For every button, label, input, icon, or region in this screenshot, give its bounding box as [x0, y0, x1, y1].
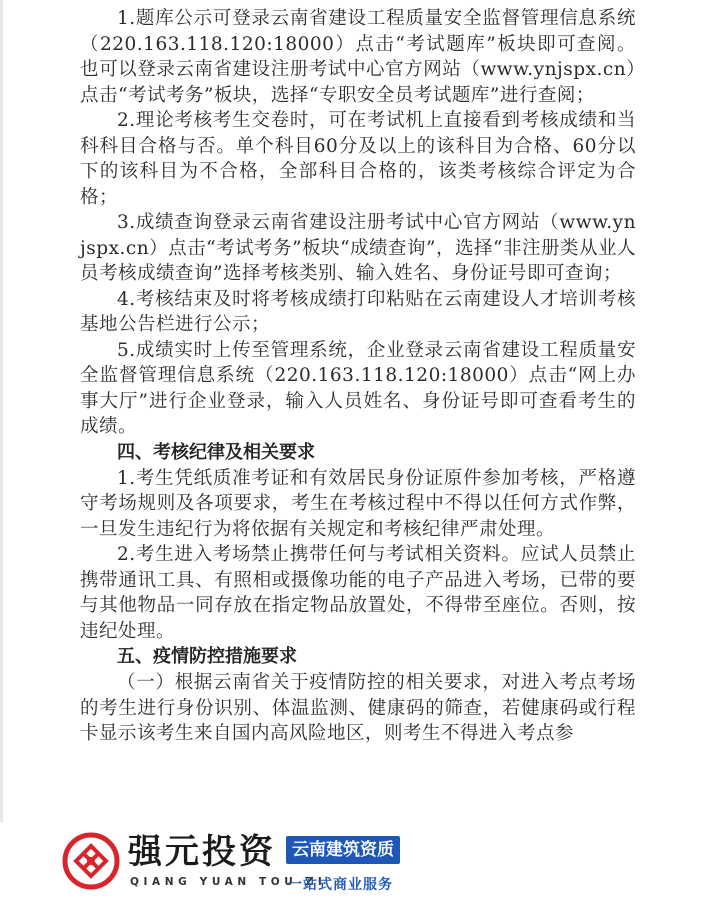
- brand-name: 强元投资: [128, 832, 276, 872]
- document-body: [80, 6, 636, 747]
- service-subtitle: 一站式商业服务: [288, 877, 393, 893]
- qiangyuan-logo-icon: [62, 832, 120, 890]
- service-tag: 云南建筑资质: [286, 836, 400, 864]
- paragraph: 5.成绩实时上传至管理系统，企业登录云南省建设工程质量安全监督管理信息系统（220.163.118.120:18000）点击“网上办事大厅”进行企业登录，输入人员姓名、身份证号即可查看考生的成绩。: [80, 339, 636, 437]
- paragraph: 4.考核结束及时将考核成绩打印粘贴在云南建设人才培训考核基地公告栏进行公示；: [80, 288, 636, 335]
- brand-pinyin: QIANG YUAN TOU ZI: [130, 876, 327, 888]
- section-heading: 四、考核纪律及相关要求: [117, 441, 315, 463]
- paragraph: 1.题库公示可登录云南省建设工程质量安全监督管理信息系统（220.163.118.120:18000）点击“考试题库”板块即可查阅。也可以登录云南省建设注册考试中心官方网站（www.ynjspx.cn）点击“考试考务”板块，选择“专职安全员考试题库”进行查阅；: [80, 8, 636, 106]
- footer-banner: [0, 822, 714, 910]
- paragraph: 2.考生进入考场禁止携带任何与考试相关资料。应试人员禁止携带通讯工具、有照相或摄像功能的电子产品进入考场，已带的要与其他物品一同存放在指定物品放置处，不得带至座位。否则，按违纪处理。: [80, 544, 636, 642]
- paragraph: 3.成绩查询登录云南省建设注册考试中心官方网站（www.ynjspx.cn）点击“考试考务”板块“成绩查询”，选择“非注册类从业人员考核成绩查询”选择考核类别、输入姓名、身份证号即可查询；: [80, 212, 636, 284]
- paragraph: （一）根据云南省关于疫情防控的相关要求，对进入考点考场的考生进行身份识别、体温监测、健康码的筛查，若健康码或行程卡显示该考生来自国内高风险地区，则考生不得进入考点参: [80, 672, 636, 744]
- section-heading: 五、疫情防控措施要求: [117, 646, 297, 667]
- paragraph: 2.理论考核考生交卷时，可在考试机上直接看到考核成绩和当科科目合格与否。单个科目60分及以上的该科目为合格、60分以下的该科目为不合格，全部科目合格的，该类考核综合评定为合格；: [80, 110, 636, 208]
- paragraph: 1.考生凭纸质准考证和有效居民身份证原件参加考核，严格遵守考场规则及各项要求，考生在考核过程中不得以任何方式作弊，一旦发生违纪行为将依据有关规定和考核纪律严肃处理。: [80, 467, 636, 540]
- page-edge: [0, 0, 3, 910]
